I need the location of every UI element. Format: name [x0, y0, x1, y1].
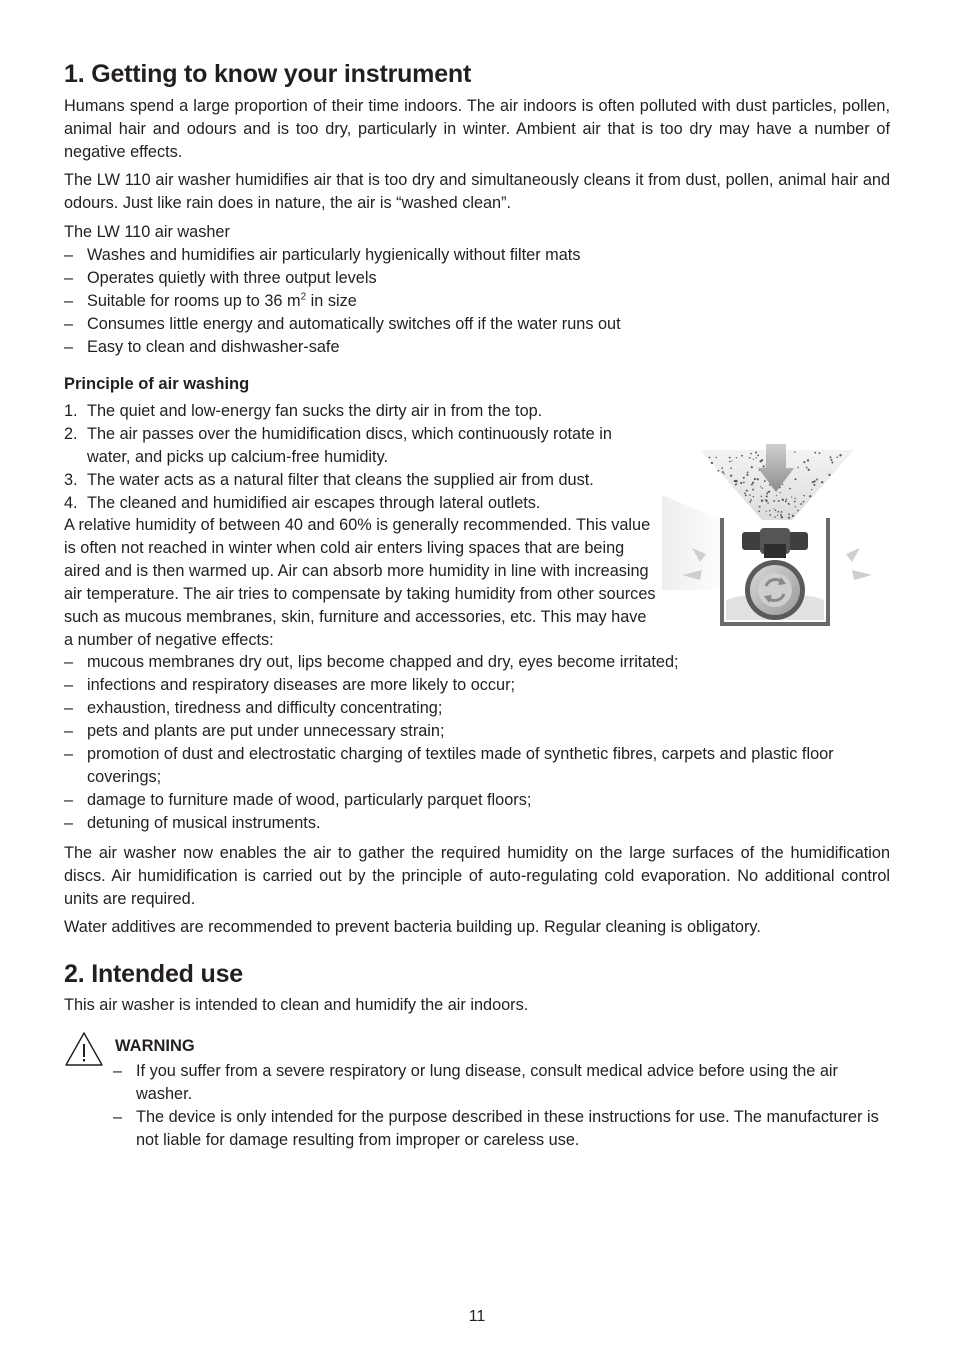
section2-title: 2. Intended use	[64, 960, 243, 988]
page-number: 11	[468, 1308, 486, 1325]
intro-paragraph-1: Humans spend a large proportion of their time indoors. The air indoors is often polluted with dust particles, pollen, animal hair and odours and is too dry, particularly in winter. Ambient air that is too dry may have a number of negative effects.	[64, 97, 890, 161]
list-marker: –	[64, 292, 74, 310]
section1-title: 1. Getting to know your instrument	[64, 60, 472, 88]
superscript: 2	[300, 291, 307, 303]
list-item: – Consumes little energy and automatically switches off if the water runs out	[64, 313, 890, 336]
list-item: – damage to furniture made of wood, particularly parquet floors;	[64, 789, 890, 812]
list-item: – mucous membranes dry out, lips become chapped and dry, eyes become irritated;	[64, 651, 890, 674]
list-item: 1. The quiet and low-energy fan sucks the dirty air in from the top.	[64, 400, 656, 423]
list-marker: –	[113, 1108, 123, 1126]
air-washer-diagram-icon	[662, 440, 892, 640]
principle-steps	[64, 400, 656, 515]
intended-use-paragraph: This air washer is intended to clean and humidify the air indoors.	[64, 996, 529, 1014]
list-item: – exhaustion, tiredness and difficulty concentrating;	[64, 697, 890, 720]
step-number: 4.	[64, 494, 78, 512]
list-marker: –	[64, 269, 74, 287]
list-marker: –	[64, 315, 74, 333]
intro-paragraph-2: The LW 110 air washer humidifies air that is too dry and simultaneously cleans it from dust, pollen, animal hair and odours. Just like rain does in nature, the air is “washed clean”.	[64, 171, 890, 212]
list-marker: –	[64, 246, 74, 264]
list-marker: –	[64, 653, 74, 671]
list-marker: –	[113, 1062, 123, 1080]
list-marker: –	[64, 745, 74, 763]
list-item: 3. The water acts as a natural filter that cleans the supplied air from dust.	[64, 469, 656, 492]
list-marker: –	[64, 676, 74, 694]
list-item: – infections and respiratory diseases are more likely to occur;	[64, 674, 890, 697]
humidity-paragraph: A relative humidity of between 40 and 60% is generally recommended. This value is often not reached in winter when cold air enters living spaces that are being aired and is then warmed up. Air can absorb more humidity in line with increasing air temperature. The air tries to compensate by taking humidity from other sources such as mucous membranes, skin, furniture and accessories, etc. This may have a number of negative effects:	[64, 516, 656, 649]
list-item: – Washes and humidifies air particularly hygienically without filter mats	[64, 244, 890, 267]
list-item: – Suitable for rooms up to 36 $m^2$ in size	[64, 290, 890, 313]
warning-triangle-icon	[64, 1031, 104, 1067]
list-marker: –	[64, 338, 74, 356]
step-number: 1.	[64, 402, 78, 420]
feature-list	[64, 244, 890, 359]
list-item: 4. The cleaned and humidified air escapes through lateral outlets.	[64, 492, 656, 515]
list-item: 2. The air passes over the humidification discs, which continuously rotate in water, and picks up calcium-free humidity.	[64, 425, 612, 466]
negative-effects-list	[64, 651, 890, 835]
warning-list	[113, 1060, 890, 1152]
list-marker: –	[64, 814, 74, 832]
list-marker: –	[64, 699, 74, 717]
surfaces-paragraph: The air washer now enables the air to gather the required humidity on the large surfaces of the humidification discs. Air humidification is carried out by the principle of auto-regulating cold evaporation. No additional control units are required.	[64, 844, 890, 908]
feature-list-intro: The LW 110 air washer	[64, 223, 230, 241]
list-marker: –	[64, 791, 74, 809]
list-item: – promotion of dust and electrostatic charging of textiles made of synthetic fibres, carpets and plastic floor coverings;	[64, 745, 834, 786]
list-item: – The device is only intended for the purpose described in these instructions for use. The manufacturer is not liable for damage resulting from improper or careless use.	[113, 1108, 879, 1149]
warning-title: WARNING	[115, 1037, 195, 1055]
list-item: – pets and plants are put under unnecessary strain;	[64, 720, 890, 743]
list-marker: –	[64, 722, 74, 740]
list-item: – Operates quietly with three output levels	[64, 267, 890, 290]
step-number: 2.	[64, 425, 78, 443]
principle-heading: Principle of air washing	[64, 375, 250, 393]
step-number: 3.	[64, 471, 78, 489]
list-item: – If you suffer from a severe respiratory or lung disease, consult medical advice before using the air washer.	[113, 1062, 838, 1103]
additives-paragraph: Water additives are recommended to prevent bacteria building up. Regular cleaning is obligatory.	[64, 918, 761, 936]
list-item: – detuning of musical instruments.	[64, 812, 890, 835]
list-item: – Easy to clean and dishwasher-safe	[64, 336, 890, 359]
